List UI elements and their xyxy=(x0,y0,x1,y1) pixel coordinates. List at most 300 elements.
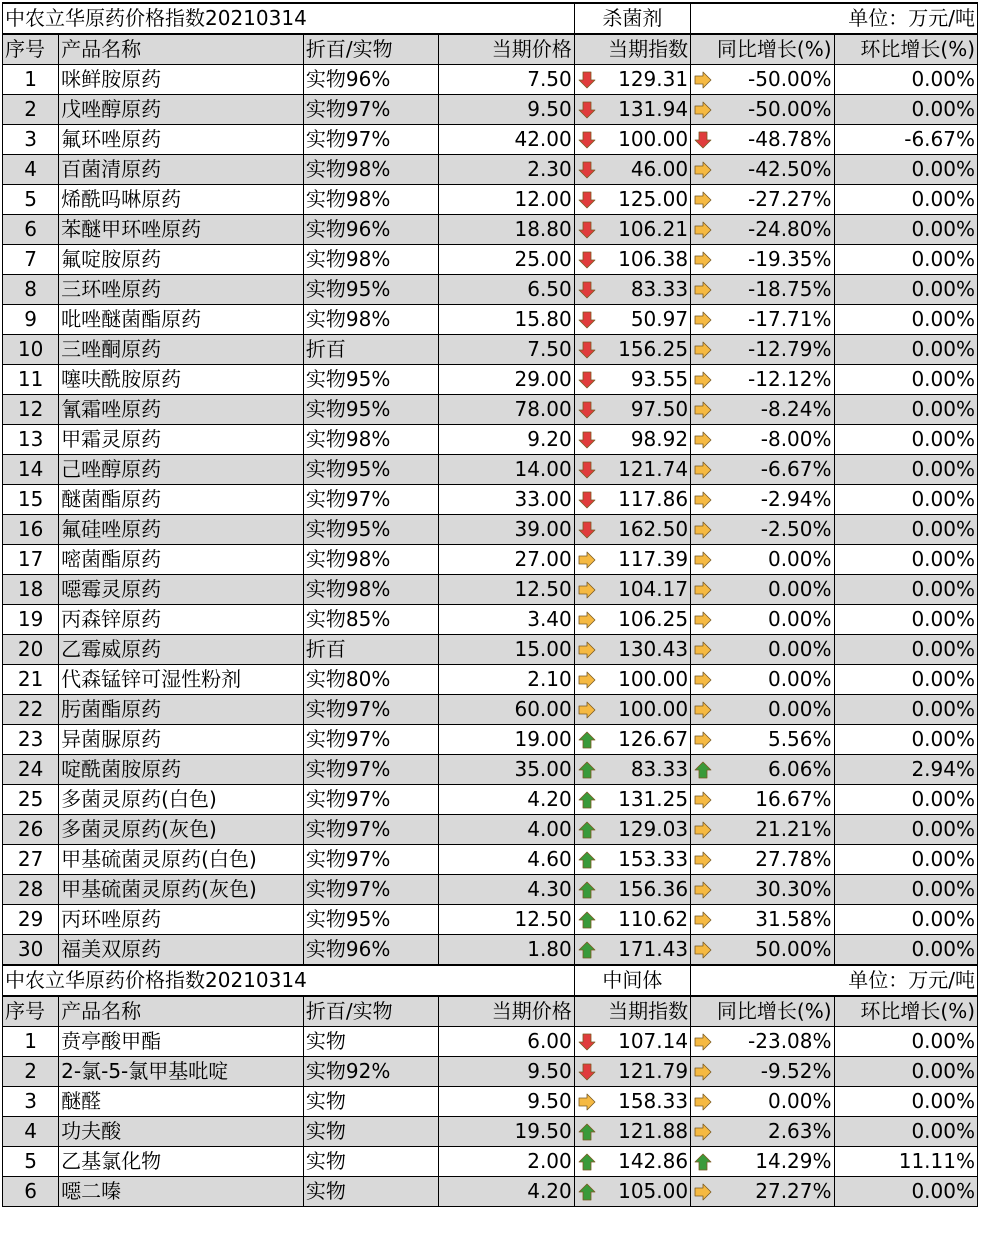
product-spec: 实物97% xyxy=(303,815,438,845)
table-row xyxy=(3,425,978,455)
row-number: 17 xyxy=(3,545,59,575)
yoy-growth-value: 21.21% xyxy=(755,817,832,841)
arrow-right-icon xyxy=(693,1182,713,1202)
yoy-growth-value: -9.52% xyxy=(760,1059,832,1083)
yoy-growth xyxy=(691,1027,834,1057)
product-spec: 折百 xyxy=(303,635,438,665)
mom-growth: 0.00% xyxy=(834,1117,977,1147)
arrow-right-icon xyxy=(693,1092,713,1112)
current-index xyxy=(574,125,690,155)
current-index-value: 106.25 xyxy=(618,607,689,631)
yoy-growth xyxy=(691,875,834,905)
yoy-growth-value: -6.67% xyxy=(760,457,832,481)
mom-growth: 0.00% xyxy=(834,515,977,545)
header-price: 当期价格 xyxy=(439,996,574,1027)
row-number: 20 xyxy=(3,635,59,665)
row-number: 6 xyxy=(3,215,59,245)
current-index xyxy=(574,1147,690,1177)
product-spec: 实物97% xyxy=(303,845,438,875)
product-name: 噁霉灵原药 xyxy=(59,575,304,605)
header-mom: 环比增长(%) xyxy=(834,34,977,65)
mom-growth: 0.00% xyxy=(834,335,977,365)
mom-growth: 0.00% xyxy=(834,815,977,845)
product-spec: 实物 xyxy=(303,1087,438,1117)
yoy-growth-value: -18.75% xyxy=(748,277,832,301)
arrow-right-icon xyxy=(693,910,713,930)
arrow-down-icon xyxy=(577,460,597,480)
current-index-value: 129.03 xyxy=(618,817,689,841)
table-row xyxy=(3,95,978,125)
section-unit: 单位：万元/吨 xyxy=(691,3,978,34)
table-row xyxy=(3,1087,978,1117)
current-price: 12.00 xyxy=(439,185,574,215)
arrow-right-icon xyxy=(693,550,713,570)
table-row xyxy=(3,875,978,905)
table-row xyxy=(3,1177,978,1207)
header-no: 序号 xyxy=(3,34,59,65)
current-price: 4.20 xyxy=(439,1177,574,1207)
arrow-up-icon xyxy=(693,760,713,780)
row-number: 21 xyxy=(3,665,59,695)
arrow-up-icon xyxy=(577,790,597,810)
arrow-right-icon xyxy=(693,370,713,390)
product-spec: 实物95% xyxy=(303,455,438,485)
current-index xyxy=(574,335,690,365)
current-index-value: 117.39 xyxy=(618,547,689,571)
product-name: 甲霜灵原药 xyxy=(59,425,304,455)
row-number: 7 xyxy=(3,245,59,275)
row-number: 2 xyxy=(3,1057,59,1087)
mom-growth: 0.00% xyxy=(834,575,977,605)
yoy-growth xyxy=(691,935,834,966)
yoy-growth xyxy=(691,275,834,305)
product-name: 多菌灵原药(灰色) xyxy=(59,815,304,845)
current-index-value: 106.21 xyxy=(618,217,689,241)
table-row xyxy=(3,935,978,966)
table-row xyxy=(3,635,978,665)
product-name: 丙森锌原药 xyxy=(59,605,304,635)
current-index-value: 117.86 xyxy=(618,487,689,511)
table-row xyxy=(3,485,978,515)
current-index-value: 50.97 xyxy=(630,307,689,331)
arrow-down-icon xyxy=(577,220,597,240)
mom-growth: 0.00% xyxy=(834,935,977,966)
current-index xyxy=(574,95,690,125)
arrow-right-icon xyxy=(577,640,597,660)
product-name: 乙霉威原药 xyxy=(59,635,304,665)
mom-growth: 0.00% xyxy=(834,665,977,695)
current-index xyxy=(574,695,690,725)
product-name: 氟啶胺原药 xyxy=(59,245,304,275)
section-title-row xyxy=(3,965,978,996)
yoy-growth xyxy=(691,1147,834,1177)
yoy-growth xyxy=(691,155,834,185)
product-spec: 实物 xyxy=(303,1147,438,1177)
mom-growth: 0.00% xyxy=(834,695,977,725)
mom-growth: 0.00% xyxy=(834,215,977,245)
current-price: 2.10 xyxy=(439,665,574,695)
yoy-growth-value: 0.00% xyxy=(767,607,832,631)
yoy-growth-value: -24.80% xyxy=(748,217,832,241)
current-price: 7.50 xyxy=(439,65,574,95)
current-price: 9.50 xyxy=(439,95,574,125)
row-number: 2 xyxy=(3,95,59,125)
yoy-growth xyxy=(691,125,834,155)
yoy-growth-value: -17.71% xyxy=(748,307,832,331)
table-row xyxy=(3,665,978,695)
current-index xyxy=(574,185,690,215)
row-number: 24 xyxy=(3,755,59,785)
product-name: 三环唑原药 xyxy=(59,275,304,305)
mom-growth: 0.00% xyxy=(834,365,977,395)
mom-growth: 0.00% xyxy=(834,485,977,515)
yoy-growth xyxy=(691,695,834,725)
yoy-growth xyxy=(691,365,834,395)
product-name: 百菌清原药 xyxy=(59,155,304,185)
row-number: 18 xyxy=(3,575,59,605)
product-name: 吡唑醚菌酯原药 xyxy=(59,305,304,335)
arrow-down-icon xyxy=(577,370,597,390)
current-index-value: 162.50 xyxy=(618,517,689,541)
arrow-right-icon xyxy=(577,700,597,720)
yoy-growth-value: 0.00% xyxy=(767,1089,832,1113)
arrow-right-icon xyxy=(693,430,713,450)
current-index-value: 83.33 xyxy=(630,757,689,781)
table-row xyxy=(3,1147,978,1177)
current-price: 4.00 xyxy=(439,815,574,845)
arrow-down-icon xyxy=(693,130,713,150)
product-spec: 实物97% xyxy=(303,785,438,815)
current-index-value: 107.14 xyxy=(618,1029,689,1053)
table-row xyxy=(3,815,978,845)
table-row xyxy=(3,755,978,785)
yoy-growth-value: -2.94% xyxy=(760,487,832,511)
product-spec: 实物 xyxy=(303,1027,438,1057)
yoy-growth-value: 27.27% xyxy=(755,1179,832,1203)
row-number: 1 xyxy=(3,65,59,95)
arrow-right-icon xyxy=(693,1032,713,1052)
current-price: 42.00 xyxy=(439,125,574,155)
header-row xyxy=(3,996,978,1027)
arrow-up-icon xyxy=(577,1182,597,1202)
header-spec: 折百/实物 xyxy=(303,996,438,1027)
arrow-right-icon xyxy=(693,70,713,90)
arrow-up-icon xyxy=(577,730,597,750)
mom-growth: 0.00% xyxy=(834,95,977,125)
header-name: 产品名称 xyxy=(59,996,304,1027)
table-row xyxy=(3,275,978,305)
arrow-up-icon xyxy=(577,1122,597,1142)
arrow-right-icon xyxy=(693,670,713,690)
current-price: 60.00 xyxy=(439,695,574,725)
product-name: 肟菌酯原药 xyxy=(59,695,304,725)
product-spec: 实物97% xyxy=(303,755,438,785)
current-price: 15.00 xyxy=(439,635,574,665)
price-index-table xyxy=(2,2,978,1207)
arrow-right-icon xyxy=(693,490,713,510)
row-number: 9 xyxy=(3,305,59,335)
product-spec: 实物85% xyxy=(303,605,438,635)
arrow-down-icon xyxy=(577,100,597,120)
row-number: 25 xyxy=(3,785,59,815)
yoy-growth-value: -42.50% xyxy=(748,157,832,181)
current-price: 1.80 xyxy=(439,935,574,966)
current-index xyxy=(574,155,690,185)
yoy-growth-value: -27.27% xyxy=(748,187,832,211)
arrow-right-icon xyxy=(693,940,713,960)
table-row xyxy=(3,125,978,155)
current-price: 78.00 xyxy=(439,395,574,425)
current-price: 6.00 xyxy=(439,1027,574,1057)
product-name: 氟硅唑原药 xyxy=(59,515,304,545)
product-name: 咪鲜胺原药 xyxy=(59,65,304,95)
arrow-right-icon xyxy=(577,550,597,570)
arrow-right-icon xyxy=(693,280,713,300)
current-index xyxy=(574,485,690,515)
yoy-growth-value: -19.35% xyxy=(748,247,832,271)
current-price: 4.60 xyxy=(439,845,574,875)
product-spec: 实物95% xyxy=(303,395,438,425)
mom-growth: 0.00% xyxy=(834,305,977,335)
yoy-growth xyxy=(691,1177,834,1207)
header-index: 当期指数 xyxy=(574,34,690,65)
arrow-right-icon xyxy=(693,460,713,480)
yoy-growth-value: -48.78% xyxy=(748,127,832,151)
current-index xyxy=(574,605,690,635)
mom-growth: 0.00% xyxy=(834,65,977,95)
yoy-growth-value: 31.58% xyxy=(755,907,832,931)
mom-growth: 0.00% xyxy=(834,635,977,665)
current-index xyxy=(574,515,690,545)
row-number: 13 xyxy=(3,425,59,455)
product-name: 代森锰锌可湿性粉剂 xyxy=(59,665,304,695)
table-row xyxy=(3,785,978,815)
row-number: 4 xyxy=(3,155,59,185)
row-number: 12 xyxy=(3,395,59,425)
table-row xyxy=(3,1057,978,1087)
product-spec: 实物92% xyxy=(303,1057,438,1087)
product-name: 多菌灵原药(白色) xyxy=(59,785,304,815)
mom-growth: 0.00% xyxy=(834,1087,977,1117)
section-category: 中间体 xyxy=(574,965,690,996)
row-number: 16 xyxy=(3,515,59,545)
current-index xyxy=(574,815,690,845)
table-row xyxy=(3,575,978,605)
current-index xyxy=(574,575,690,605)
current-index xyxy=(574,935,690,966)
arrow-right-icon xyxy=(693,580,713,600)
current-index-value: 126.67 xyxy=(618,727,689,751)
row-number: 27 xyxy=(3,845,59,875)
current-index-value: 121.79 xyxy=(618,1059,689,1083)
mom-growth: 11.11% xyxy=(834,1147,977,1177)
arrow-right-icon xyxy=(693,610,713,630)
product-name: 异菌脲原药 xyxy=(59,725,304,755)
product-spec: 实物98% xyxy=(303,155,438,185)
product-spec: 实物97% xyxy=(303,95,438,125)
table-row xyxy=(3,1027,978,1057)
yoy-growth xyxy=(691,1117,834,1147)
current-index xyxy=(574,395,690,425)
arrow-down-icon xyxy=(577,340,597,360)
row-number: 11 xyxy=(3,365,59,395)
row-number: 14 xyxy=(3,455,59,485)
product-name: 啶酰菌胺原药 xyxy=(59,755,304,785)
arrow-up-icon xyxy=(577,940,597,960)
current-index xyxy=(574,305,690,335)
product-spec: 实物96% xyxy=(303,935,438,966)
table-row xyxy=(3,365,978,395)
row-number: 19 xyxy=(3,605,59,635)
mom-growth: 0.00% xyxy=(834,875,977,905)
yoy-growth-value: 0.00% xyxy=(767,637,832,661)
product-spec: 实物95% xyxy=(303,275,438,305)
mom-growth: 0.00% xyxy=(834,905,977,935)
row-number: 3 xyxy=(3,125,59,155)
row-number: 4 xyxy=(3,1117,59,1147)
header-spec: 折百/实物 xyxy=(303,34,438,65)
yoy-growth xyxy=(691,755,834,785)
arrow-up-icon xyxy=(577,760,597,780)
row-number: 3 xyxy=(3,1087,59,1117)
yoy-growth xyxy=(691,905,834,935)
current-index-value: 158.33 xyxy=(618,1089,689,1113)
product-name: 噻呋酰胺原药 xyxy=(59,365,304,395)
mom-growth: 0.00% xyxy=(834,845,977,875)
product-spec: 实物96% xyxy=(303,215,438,245)
yoy-growth xyxy=(691,395,834,425)
current-price: 25.00 xyxy=(439,245,574,275)
mom-growth: 0.00% xyxy=(834,1027,977,1057)
product-name: 三唑酮原药 xyxy=(59,335,304,365)
current-index-value: 131.94 xyxy=(618,97,689,121)
product-name: 氟环唑原药 xyxy=(59,125,304,155)
current-price: 2.30 xyxy=(439,155,574,185)
product-name: 己唑醇原药 xyxy=(59,455,304,485)
yoy-growth xyxy=(691,425,834,455)
current-index-value: 100.00 xyxy=(618,667,689,691)
mom-growth: 0.00% xyxy=(834,605,977,635)
arrow-right-icon xyxy=(693,1122,713,1142)
current-index xyxy=(574,1027,690,1057)
header-yoy: 同比增长(%) xyxy=(691,996,834,1027)
current-price: 19.00 xyxy=(439,725,574,755)
current-price: 4.30 xyxy=(439,875,574,905)
current-index xyxy=(574,455,690,485)
row-number: 5 xyxy=(3,185,59,215)
yoy-growth xyxy=(691,785,834,815)
section-category: 杀菌剂 xyxy=(574,3,690,34)
arrow-right-icon xyxy=(693,730,713,750)
arrow-right-icon xyxy=(693,220,713,240)
arrow-up-icon xyxy=(577,910,597,930)
table-row xyxy=(3,245,978,275)
row-number: 26 xyxy=(3,815,59,845)
arrow-down-icon xyxy=(577,400,597,420)
table-row xyxy=(3,605,978,635)
current-price: 35.00 xyxy=(439,755,574,785)
arrow-up-icon xyxy=(693,1152,713,1172)
product-spec: 实物96% xyxy=(303,65,438,95)
yoy-growth-value: 0.00% xyxy=(767,547,832,571)
row-number: 10 xyxy=(3,335,59,365)
arrow-right-icon xyxy=(693,340,713,360)
product-spec: 实物98% xyxy=(303,425,438,455)
product-spec: 实物95% xyxy=(303,365,438,395)
arrow-right-icon xyxy=(577,580,597,600)
mom-growth: 0.00% xyxy=(834,425,977,455)
current-index xyxy=(574,365,690,395)
product-name: 烯酰吗啉原药 xyxy=(59,185,304,215)
product-spec: 实物98% xyxy=(303,575,438,605)
current-price: 9.20 xyxy=(439,425,574,455)
current-index-value: 97.50 xyxy=(630,397,689,421)
product-name: 噁二嗪 xyxy=(59,1177,304,1207)
current-price: 27.00 xyxy=(439,545,574,575)
table-row xyxy=(3,905,978,935)
current-index-value: 171.43 xyxy=(618,937,689,961)
table-row xyxy=(3,155,978,185)
arrow-down-icon xyxy=(577,1062,597,1082)
arrow-right-icon xyxy=(693,850,713,870)
current-price: 3.40 xyxy=(439,605,574,635)
yoy-growth xyxy=(691,455,834,485)
yoy-growth-value: 27.78% xyxy=(755,847,832,871)
mom-growth: 0.00% xyxy=(834,155,977,185)
arrow-right-icon xyxy=(693,880,713,900)
row-number: 15 xyxy=(3,485,59,515)
arrow-down-icon xyxy=(577,490,597,510)
yoy-growth xyxy=(691,335,834,365)
current-index xyxy=(574,245,690,275)
current-price: 4.20 xyxy=(439,785,574,815)
current-index xyxy=(574,725,690,755)
mom-growth: 0.00% xyxy=(834,1177,977,1207)
current-index-value: 83.33 xyxy=(630,277,689,301)
yoy-growth-value: 6.06% xyxy=(767,757,832,781)
mom-growth: 0.00% xyxy=(834,245,977,275)
current-index-value: 105.00 xyxy=(618,1179,689,1203)
yoy-growth-value: 0.00% xyxy=(767,667,832,691)
yoy-growth xyxy=(691,635,834,665)
yoy-growth-value: 0.00% xyxy=(767,697,832,721)
arrow-up-icon xyxy=(577,1152,597,1172)
product-name: 贲亭酸甲酯 xyxy=(59,1027,304,1057)
mom-growth: 0.00% xyxy=(834,275,977,305)
product-name: 醚醛 xyxy=(59,1087,304,1117)
yoy-growth-value: -23.08% xyxy=(748,1029,832,1053)
arrow-right-icon xyxy=(693,820,713,840)
product-name: 醚菌酯原药 xyxy=(59,485,304,515)
table-row xyxy=(3,725,978,755)
current-index-value: 110.62 xyxy=(618,907,689,931)
header-name: 产品名称 xyxy=(59,34,304,65)
arrow-down-icon xyxy=(577,160,597,180)
current-index-value: 121.88 xyxy=(618,1119,689,1143)
current-index xyxy=(574,665,690,695)
current-price: 39.00 xyxy=(439,515,574,545)
section-unit: 单位：万元/吨 xyxy=(691,965,978,996)
row-number: 22 xyxy=(3,695,59,725)
product-spec: 实物80% xyxy=(303,665,438,695)
current-index-value: 125.00 xyxy=(618,187,689,211)
row-number: 8 xyxy=(3,275,59,305)
arrow-down-icon xyxy=(577,70,597,90)
current-price: 19.50 xyxy=(439,1117,574,1147)
yoy-growth-value: 16.67% xyxy=(755,787,832,811)
arrow-up-icon xyxy=(577,880,597,900)
current-price: 18.80 xyxy=(439,215,574,245)
